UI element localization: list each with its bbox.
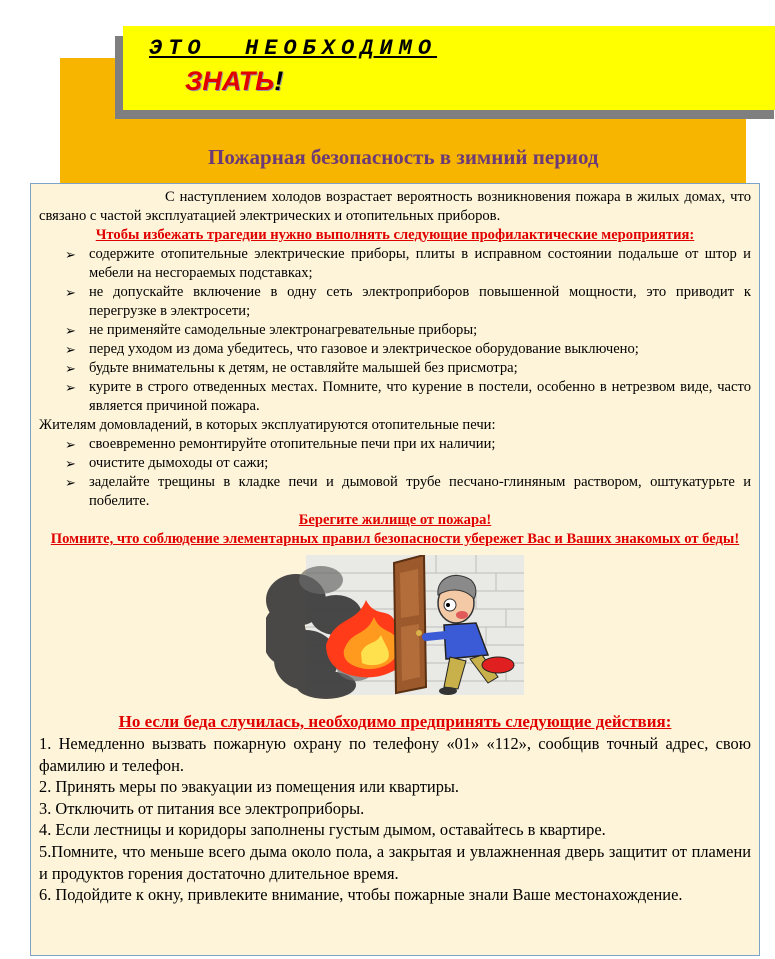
arrow-bullet-icon: ➢ [65, 247, 76, 262]
header-exclamation: ! [274, 66, 284, 96]
person-mouth [456, 611, 468, 619]
list-item: ➢ не применяйте самодельные электронагревательные приборы; [65, 322, 478, 338]
list-item: 4. Если лестницы и коридоры заполнены густым дымом, оставайтесь в квартире. [39, 820, 606, 840]
warning-line2: Помните, что соблюдение элементарных правил безопасности убережет Вас и Ваших знакомых от беды! [50, 531, 740, 547]
list-item: ➢ курите в строго отведенных местах. Помните, что курение в постели, особенно в нетрезвом виде, часто является причиной пожара. [65, 379, 751, 414]
arrow-bullet-icon: ➢ [65, 380, 76, 395]
steps-list [39, 733, 751, 906]
list-item: ➢ очистите дымоходы от сажи; [65, 455, 269, 471]
steps-heading: Но если беда случилась, необходимо предпринять следующие действия: [118, 712, 672, 731]
stoves-list [39, 435, 751, 511]
arrow-bullet-icon: ➢ [65, 285, 76, 300]
list-item: 1. Немедленно вызвать пожарную охрану по телефону «01» «112», сообщив точный адрес, свою фамилию и телефон. [39, 734, 751, 775]
person-pupil [446, 603, 450, 607]
page-title: Пожарная безопасность в зимний период [208, 145, 599, 169]
arrow-bullet-icon: ➢ [65, 361, 76, 376]
arrow-bullet-icon: ➢ [65, 323, 76, 338]
list-item: 5.Помните, что меньше всего дыма около пола, а закрытая и увлажненная дверь защитит от пламени и продуктов горения достаточно длительное время. [39, 841, 751, 883]
arrow-bullet-icon: ➢ [65, 437, 76, 452]
list-item: 6. Подойдите к окну, привлеките внимание, чтобы пожарные знали Ваше местонахождение. [39, 885, 683, 905]
arrow-bullet-icon: ➢ [65, 475, 76, 490]
arrow-bullet-icon: ➢ [65, 456, 76, 471]
arrow-bullet-icon: ➢ [65, 342, 76, 357]
fire-illustration [266, 555, 524, 705]
list-item: ➢ будьте внимательны к детям, не оставляйте малышей без присмотра; [65, 360, 518, 376]
list-item: ➢ не допускайте включение в одну сеть электроприборов повышенной мощности, это приводит к перегрузке в электросети; [65, 284, 751, 319]
header-line1: ЭТО НЕОБХОДИМО [149, 36, 438, 61]
list-item: ➢ содержите отопительные электрические приборы, плиты в исправном состоянии подальше от штор и мебели на несгораемых подставках; [65, 246, 751, 281]
header-line2 [185, 66, 283, 97]
list-item: 2. Принять меры по эвакуации из помещения или квартиры. [39, 777, 460, 797]
measures-list [39, 245, 751, 416]
person-shoe [439, 687, 457, 695]
person-arm [426, 635, 446, 637]
list-item: ➢ перед уходом из дома убедитесь, что газовое и электрическое оборудование выключено; [65, 341, 639, 357]
stoves-intro: Жителям домовладений, в которых эксплуатируются отопительные печи: [39, 417, 496, 433]
intro-paragraph: С наступлением холодов возрастает вероятность возникновения пожара в жилых домах, что связано с частой эксплуатацией электрических и отопительных приборов. [39, 189, 751, 224]
measures-heading: Чтобы избежать трагедии нужно выполнять следующие профилактические мероприятия: [95, 227, 695, 243]
content-panel [30, 183, 760, 956]
door-knob [416, 630, 422, 636]
warning-line1: Берегите жилище от пожара! [298, 512, 492, 528]
header-box [123, 26, 775, 110]
header-line2-word: ЗНАТЬ [185, 66, 275, 96]
red-cushion [482, 657, 514, 673]
list-item: ➢ заделайте трещины в кладке печи и дымовой трубе песчано-глиняным раствором, оштукатурьте и побелите. [65, 474, 751, 509]
list-item: 3. Отключить от питания все электроприборы. [39, 798, 365, 818]
list-item: ➢ своевременно ремонтируйте отопительные печи при их наличии; [65, 436, 496, 452]
door-panel-top [400, 569, 419, 618]
